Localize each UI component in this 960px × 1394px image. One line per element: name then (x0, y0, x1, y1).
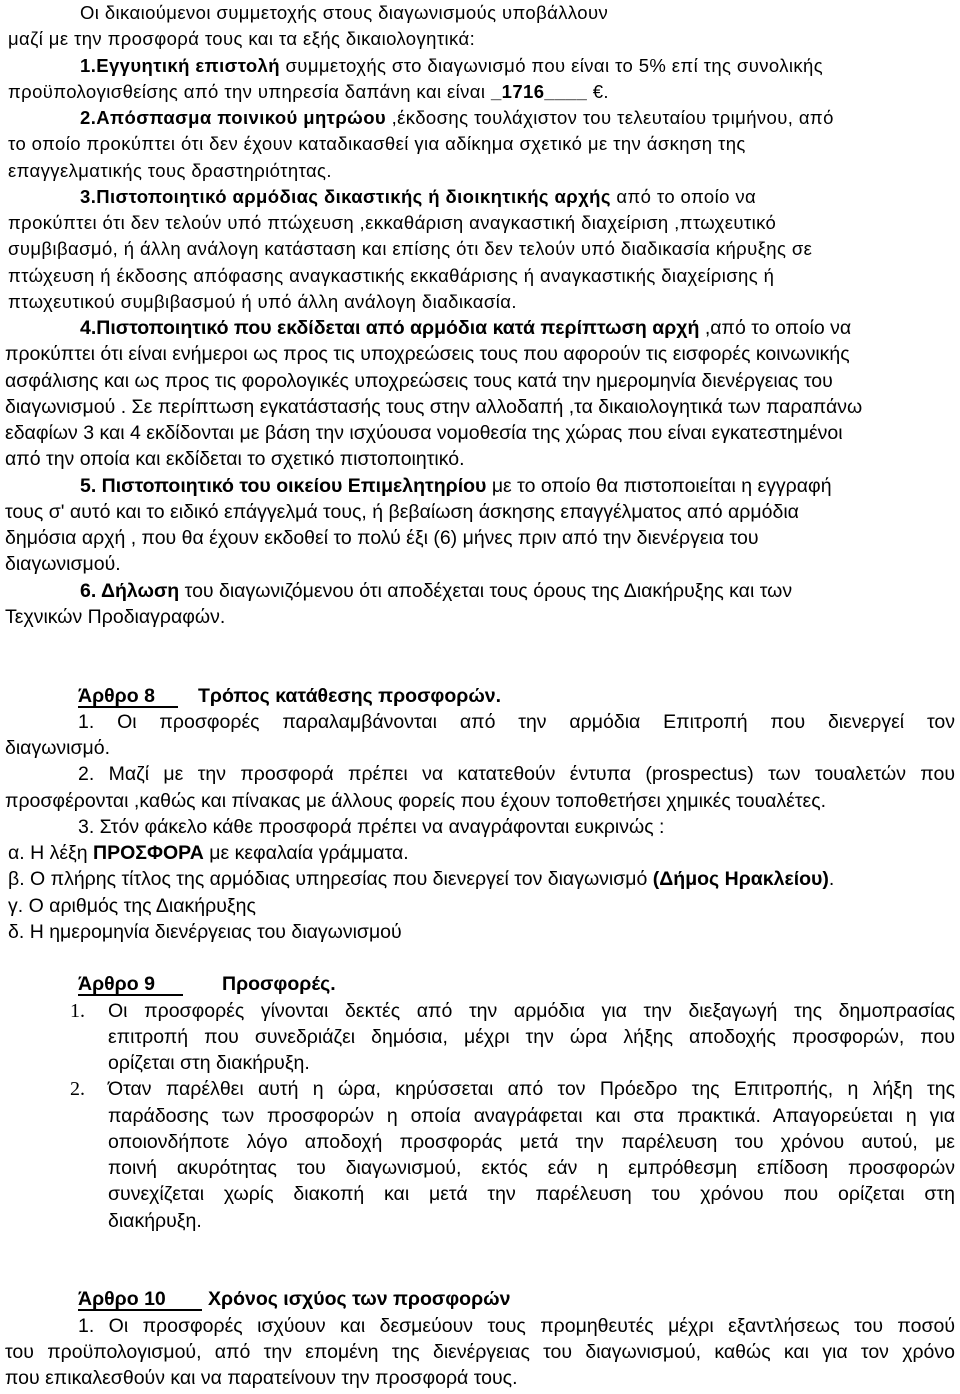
text-run: Τεχνικών Προδιαγραφών. (5, 605, 226, 628)
article-title: Τρόπος κατάθεσης προσφορών. (198, 684, 502, 707)
article-number: Άρθρο 10 (78, 1289, 202, 1311)
document-line (0, 368, 960, 394)
text-run: από την οποία και εκδίδεται το σχετικό πιστοποιητικό. (5, 448, 465, 471)
document-line (0, 0, 960, 26)
text-run: παράδοσης των προσφορών η οποία αναγράφεται και στα πρακτικά. Απαγορεύεται η για (108, 1104, 955, 1127)
document-line (0, 814, 960, 840)
text-run: 3. Στόν φάκελο κάθε προσφορά πρέπει να αναγράφονται ευκρινώς : (78, 815, 665, 838)
document-line (0, 709, 960, 735)
document-line (0, 1076, 960, 1102)
document-line (0, 998, 960, 1024)
text-run: πτώχευση ή έκδοσης απόφασης αναγκαστικής εκκαθάρισης ή αναγκαστικής διαχείρισης ή (8, 264, 775, 286)
text-run: ασφάλισης και ως προς τις φορολογικές υποχρεώσεις τους κατά την ημερομηνία διενέργειας του (5, 369, 833, 392)
text-run: διακήρυξη. (108, 1209, 202, 1232)
document-line (0, 289, 960, 315)
document-line (0, 79, 960, 105)
bold-text: 4.Πιστοποιητικό που εκδίδεται από αρμόδια κατά περίπτωση αρχή (80, 317, 700, 339)
document-line (0, 525, 960, 551)
document-line (0, 315, 960, 341)
text-run: το οποίο προκύπτει ότι δεν έχουν καταδικασθεί για αδίκημα σχετικό με την άσκηση της (8, 133, 746, 155)
document-line (0, 420, 960, 446)
bold-text: (Δήμος Ηρακλείου) (652, 868, 829, 891)
document-line (0, 840, 960, 866)
text-run: του διαγωνιζόμενου ότι αποδέχεται τους όρους της Διακήρυξης και των (179, 579, 793, 602)
text-run: τους σ' αυτό και το ειδικό επάγγελμά τους, ή βεβαίωση άσκησης επαγγέλματος από αρμόδια (5, 500, 799, 523)
text-run: . (828, 868, 835, 891)
article-number: Άρθρο 9 (78, 974, 183, 996)
article-9-section (0, 971, 960, 1234)
text-run: ορίζεται στη διακήρυξη. (108, 1052, 310, 1074)
text-run: ,από το οποίο να (699, 317, 852, 339)
text-run: προκύπτει ότι είναι ενήμεροι ως προς τις υποχρεώσεις τους που αφορούν τις εισφορές κοινωνικής (5, 343, 850, 366)
document-line (0, 105, 960, 131)
document-line (0, 604, 960, 630)
document-line (0, 1339, 960, 1365)
list-number: 2. (70, 1078, 85, 1101)
article-heading (0, 683, 960, 709)
document-line (0, 446, 960, 472)
article-body (0, 998, 960, 1234)
document-line (0, 1208, 960, 1234)
document-line (0, 1181, 960, 1207)
document-line (0, 158, 960, 184)
text-run: 1. Οι προσφορές ισχύουν και δεσμεύουν τους προμηθευτές μέχρι εξαντλήσεως του ποσού (78, 1314, 955, 1337)
text-run: Οι δικαιούμενοι συμμετοχής στους διαγωνισμούς υποβάλλουν (80, 2, 609, 23)
document-line (0, 131, 960, 157)
article-body (0, 1313, 960, 1392)
text-run: εδαφίων 3 και 4 εκδίδονται με βάση την ισχύουσα νομοθεσία της χώρας που είναι εγκατεστημένοι (5, 422, 843, 444)
eligibility-documents-section (0, 0, 960, 630)
text-run: €. (587, 80, 609, 102)
text-run: συμβιβασμό, ή άλλη ανάλογη κατάσταση και επίσης ότι δεν τελούν υπό διαδικασία κήρυξης σε (8, 238, 813, 260)
document-line (0, 1129, 960, 1155)
document-line (0, 551, 960, 577)
document-line (0, 1050, 960, 1076)
text-run: συνεχίζεται χωρίς διακοπή και μετά την παρέλευση του χρόνου που ορίζεται στη (108, 1183, 955, 1206)
article-heading (0, 971, 960, 997)
document-line (0, 919, 960, 945)
bold-text: 1.Εγγυητική επιστολή (80, 54, 280, 76)
text-run: προσφέρονται ,καθώς και πίνακας με άλλους φορείς που έχουν τοποθετήσει χημικές τουαλέτες. (5, 789, 827, 812)
document-line (0, 866, 960, 892)
article-10-section (0, 1286, 960, 1391)
document-line (0, 394, 960, 420)
text-run: επαγγελματικής τους δραστηριότητας. (8, 159, 332, 181)
text-run: με το οποίο θα πιστοποιείται η εγγραφή (486, 474, 832, 497)
text-run: μαζί με την προσφορά τους και τα εξής δικαιολογητικά: (8, 28, 476, 50)
document-line (0, 473, 960, 499)
document-line (0, 53, 960, 79)
text-run: δ. Η ημερομηνία διενέργειας του διαγωνισμού (8, 920, 402, 943)
document-line (0, 893, 960, 919)
text-run: Οι προσφορές γίνονται δεκτές από την αρμόδια για την διεξαγωγή της δημοπρασίας (108, 999, 955, 1022)
document-line (0, 1313, 960, 1339)
bold-text: 6. Δήλωση (80, 579, 180, 602)
list-number: 1. (70, 999, 85, 1022)
document-line (0, 210, 960, 236)
text-run: Όταν παρέλθει αυτή η ώρα, κηρύσσεται από τον Πρόεδρο της Επιτροπής, η λήξη της (108, 1078, 955, 1101)
text-run: α. Η λέξη (8, 842, 94, 864)
text-run: 1. Οι προσφορές παραλαμβάνονται από την αρμόδια Επιτροπή που διενεργεί τον (78, 710, 955, 733)
text-run: διαγωνισμού . Σε περίπτωση εγκατάστασής τους στην αλλοδαπή ,τα δικαιολογητικά των παραπάνω (5, 395, 863, 418)
bold-text: 2.Απόσπασμα ποινικού μητρώου (80, 107, 387, 128)
document-line (0, 788, 960, 814)
document-line (0, 578, 960, 604)
document-line (0, 26, 960, 52)
document-line (0, 1155, 960, 1181)
document-line (0, 341, 960, 367)
text-run: δημόσια αρχή , που θα έχουν εκδοθεί το πολύ έξι (6) μήνες πριν από την διενέργεια του (5, 527, 759, 549)
text-run: β. Ο πλήρης τίτλος της αρμόδιας υπηρεσίας που διενεργεί τον διαγωνισμό (8, 868, 653, 891)
text-run: του προϋπολογισμού, από την επομένη της διενέργειας του διαγωνισμού, καθώς και για τον χρόνο (5, 1340, 955, 1363)
bold-text: ΠΡΟΣΦΟΡΑ (93, 842, 204, 864)
text-run: 2. Μαζί με την προσφορά πρέπει να κατατεθούν έντυπα (prospectus) των τουαλετών που (78, 763, 955, 786)
text-run: συμμετοχής στο διαγωνισμό που είναι το 5% επί της συνολικής (279, 54, 824, 76)
text-run: από το οποίο να (610, 185, 757, 207)
text-run: διαγωνισμού. (5, 553, 121, 576)
article-title: Χρόνος ισχύος των προσφορών (208, 1288, 511, 1311)
document-line (0, 263, 960, 289)
document-line (0, 184, 960, 210)
text-run: προκύπτει ότι δεν τελούν υπό πτώχευση ,εκκαθάριση αναγκαστική διαχείριση ,πτωχευτικό (8, 212, 777, 233)
bold-text: 5. Πιστοποιητικό του οικείου Επιμελητηρίου (80, 474, 487, 497)
bold-text: 3.Πιστοποιητικό αρμόδιας δικαστικής ή διοικητικής αρχής (80, 185, 611, 207)
article-heading (0, 1286, 960, 1312)
document-line (0, 236, 960, 262)
text-run: με κεφαλαία γράμματα. (203, 842, 409, 864)
document-line (0, 1103, 960, 1129)
text-run: διαγωνισμό. (5, 737, 111, 759)
article-title: Προσφορές. (222, 973, 336, 996)
document-line (0, 735, 960, 761)
text-run: που επικαλεσθούν και να παρατείνουν την προσφορά τους. (5, 1367, 518, 1389)
document-line (0, 1024, 960, 1050)
text-run: γ. Ο αριθμός της Διακήρυξης (8, 894, 256, 917)
text-run: ποινή ακυρότητας του διαγωνισμού, εκτός εάν η εμπρόθεσμη επίδοση προσφορών (108, 1157, 955, 1179)
text-run: επιτροπή που συνεδριάζει δημόσια, μέχρι την ώρα λήξης αποδοχής προσφορών, που (108, 1025, 955, 1048)
article-number: Άρθρο 8 (78, 686, 178, 708)
text-run: προϋπολογισθείσης από την υπηρεσία δαπάνη και είναι (8, 80, 491, 102)
text-run: ,έκδοσης τουλάχιστον του τελευταίου τριμήνου, από (386, 107, 834, 128)
text-run: οποιονδήποτε λόγο αποδοχή προσφοράς μετά την παρέλευση του χρόνου αυτού, με (108, 1130, 955, 1153)
bold-text: _1716____ (490, 80, 588, 102)
text-run: πτωχευτικού συμβιβασμού ή υπό άλλη ανάλογη διαδικασία. (8, 290, 517, 312)
article-body (0, 709, 960, 945)
document-line (0, 1365, 960, 1391)
document-line (0, 761, 960, 787)
document-line (0, 499, 960, 525)
article-8-section (0, 683, 960, 946)
